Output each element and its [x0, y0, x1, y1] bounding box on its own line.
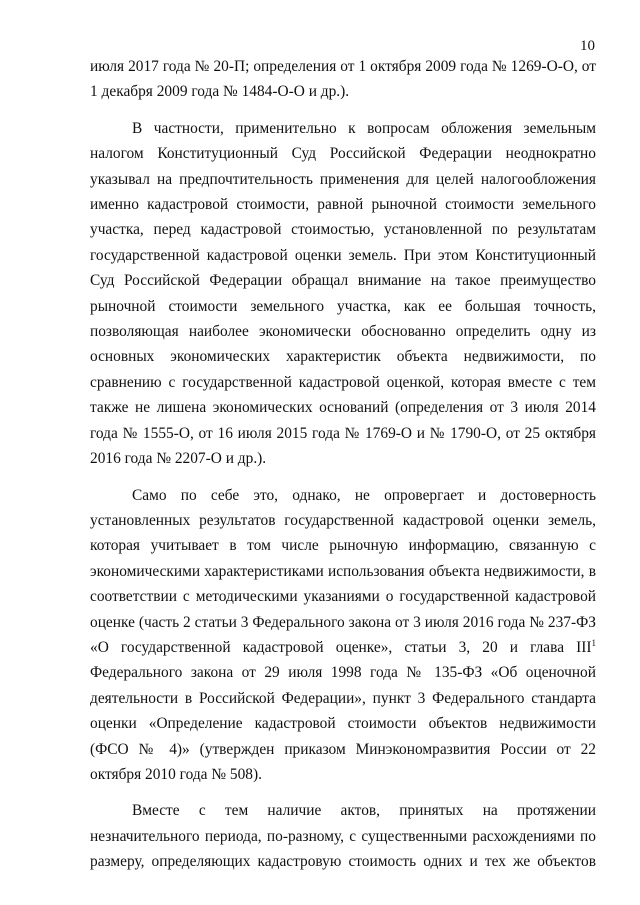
- paragraph-continuation: июля 2017 года № 20-П; определения от 1 октября 2009 года № 1269-О-О, от 1 декабря 2009 года № 1484-О-О и др.).: [90, 58, 596, 101]
- paragraph-acts-discrepancy: Вместе с тем наличие актов, принятых на протяжении незначительного периода, по-разному, с существенными расхождениями по размеру, определяющих кадастровую стоимость одних и тех же объектов: [90, 802, 596, 871]
- paragraph-reliability-text-end: Федерального закона от 29 июля 1998 года № 135-ФЗ «Об оценочной деятельности в Российской Федерации», пункт 3 Федерального стандарта оценки «Определение кадастровой стоимости объектов недвижимости (ФСО № 4)» (утвержден приказом Минэкономразвития России от 22 октября 2010 года № 508).: [90, 664, 596, 783]
- paragraph-reliability-text-start: Само по себе это, однако, не опровергает и достоверность установленных результатов государственной кадастровой оценки земель, которая учитывает в том числе рыночную информацию, связанную с экономическими характеристиками использования объекта недвижимости, в соответствии с методическими указаниями о государственной кадастровой оценке (часть 2 статьи 3 Федерального закона от 3 июля 2016 года № 237-ФЗ «О государственной кадастровой оценке», статьи 3, 20 и глава III: [90, 486, 596, 656]
- chapter-superscript: 1: [591, 637, 596, 648]
- page-number: 10: [580, 38, 595, 54]
- document-body: [90, 54, 596, 875]
- paragraph-reliability: [90, 483, 596, 788]
- paragraph-market-value: В частности, применительно к вопросам обложения земельным налогом Конституционный Суд Российской Федерации неоднократно указывал на предпочтительность применения для целей налогообложения именно кадастровой стоимости, равной рыночной стоимости земельного участка, перед кадастровой стоимостью, установленной по результатам государственной кадастровой оценки земель. При этом Конституционный Суд Российской Федерации обращал внимание на такое преимущество рыночной стоимости земельного участка, как ее большая точность, позволяющая наиболее экономически обоснованно определить одну из основных экономических характеристик объекта недвижимости, по сравнению с государственной кадастровой оценкой, которая вместе с тем также не лишена экономических оснований (определения от 3 июля 2014 года № 1555-О, от 16 июля 2015 года № 1769-О и № 1790-О, от 25 октября 2016 года № 2207-О и др.).: [90, 119, 596, 468]
